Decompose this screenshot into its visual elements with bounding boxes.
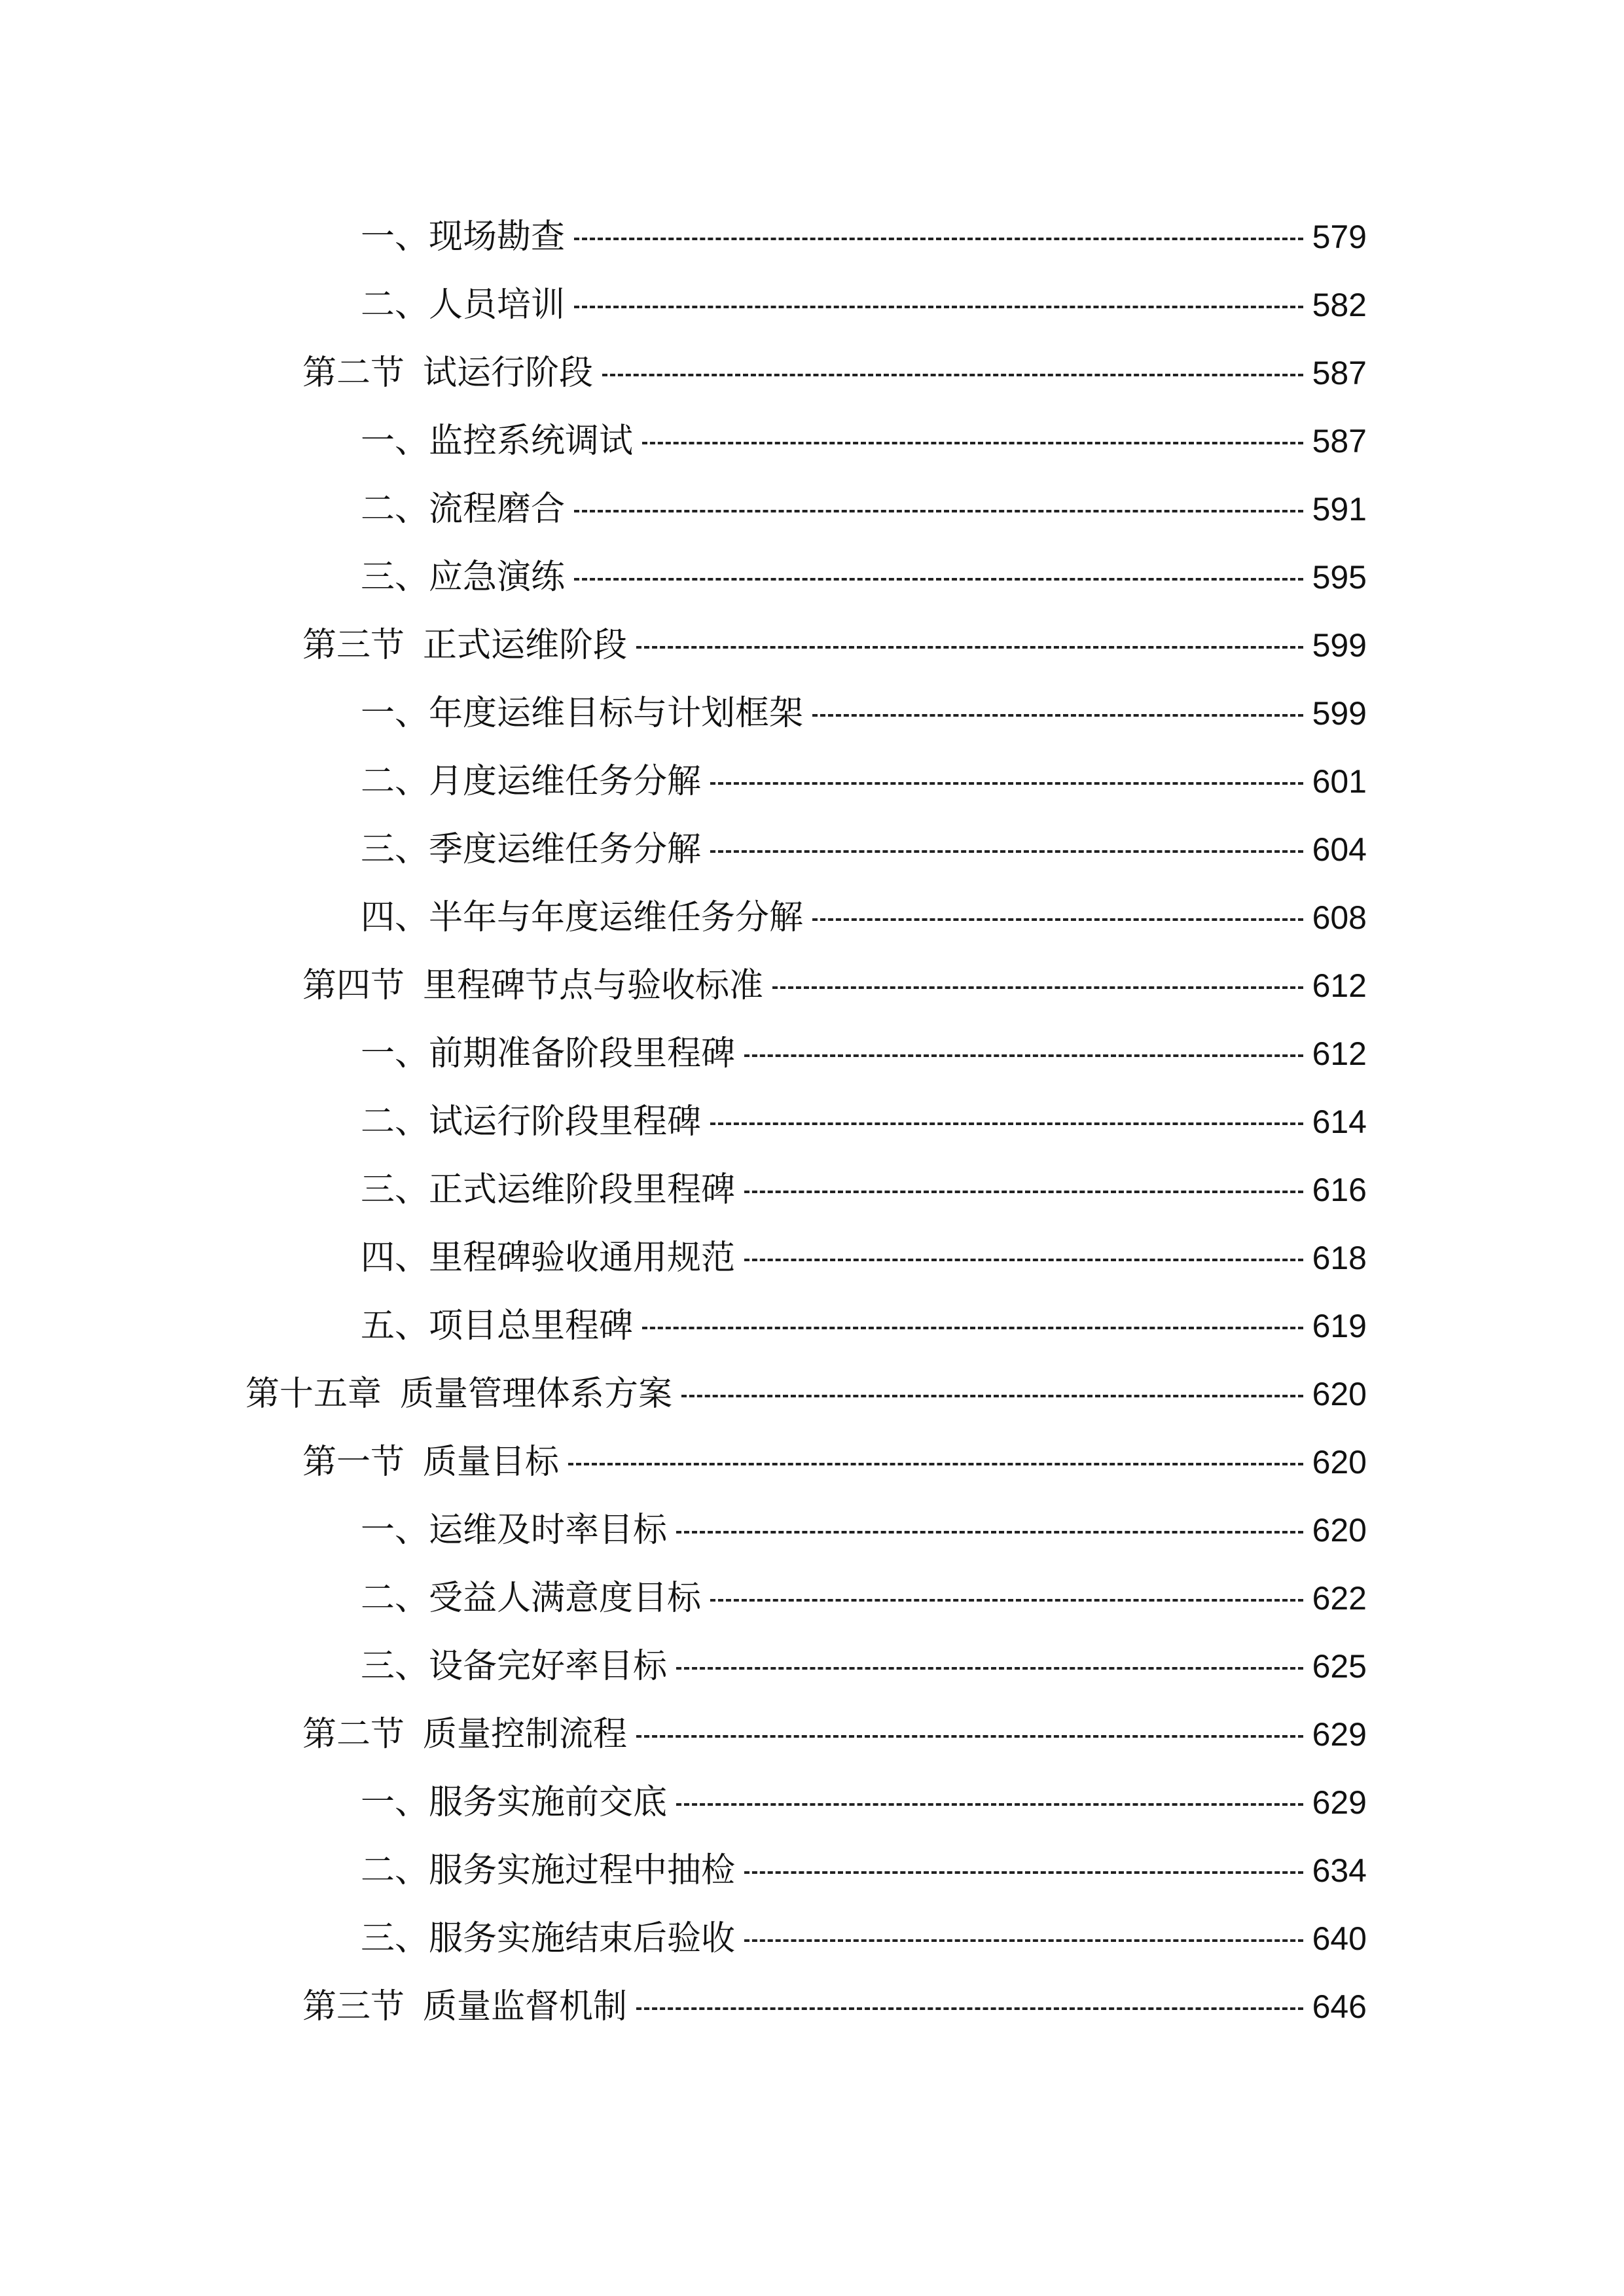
toc-entry-text: 质量目标 <box>423 1443 560 1482</box>
toc-entry[interactable] <box>302 1433 1367 1492</box>
toc-entry-title <box>361 1637 667 1696</box>
toc-entry[interactable] <box>302 344 1367 403</box>
toc-entry-prefix: 三、 <box>361 1647 429 1686</box>
toc-entry-text: 质量监督机制 <box>423 1987 628 2026</box>
toc-entry-prefix: 第四节 <box>302 966 405 1005</box>
toc-entry[interactable] <box>361 1909 1367 1968</box>
toc-leader <box>574 306 1303 308</box>
toc-leader <box>642 442 1303 444</box>
toc-leader <box>642 1327 1303 1329</box>
toc-leader <box>676 1667 1303 1670</box>
toc-page-number: 599 <box>1312 695 1367 732</box>
toc-entry-title <box>361 1773 667 1832</box>
toc-entry[interactable] <box>361 820 1367 879</box>
toc-entry-title <box>361 684 803 743</box>
toc-entry[interactable] <box>361 684 1367 743</box>
toc-page-number: 646 <box>1312 1988 1367 2025</box>
toc-leader <box>710 1122 1303 1125</box>
toc-entry-text: 质量管理体系方案 <box>400 1374 673 1414</box>
toc-entry[interactable] <box>361 1773 1367 1832</box>
toc-entry-prefix: 二、 <box>361 285 429 325</box>
toc-entry-prefix: 二、 <box>361 762 429 801</box>
toc-entry-prefix: 三、 <box>361 1170 429 1210</box>
toc-entry-prefix: 一、 <box>361 1034 429 1073</box>
toc-leader <box>744 1871 1303 1874</box>
toc-entry-prefix: 四、 <box>361 1238 429 1278</box>
toc-entry-title <box>361 1297 633 1355</box>
toc-leader <box>636 2007 1303 2010</box>
toc-entry-title <box>245 1365 672 1424</box>
toc-page-number: 591 <box>1312 491 1367 528</box>
toc-entry[interactable] <box>361 1092 1367 1151</box>
toc-entry[interactable] <box>245 1365 1367 1424</box>
toc-entry-text: 里程碑节点与验收标准 <box>423 966 764 1005</box>
toc-entry-text: 设备完好率目标 <box>429 1647 668 1686</box>
toc-entry[interactable] <box>361 1024 1367 1083</box>
toc-leader <box>744 1054 1303 1057</box>
toc-page-number: 614 <box>1312 1103 1367 1140</box>
toc-page-number: 618 <box>1312 1240 1367 1276</box>
toc-leader <box>574 238 1303 240</box>
toc-page-number: 619 <box>1312 1308 1367 1344</box>
toc-entry[interactable] <box>361 276 1367 334</box>
toc-entry[interactable] <box>361 1501 1367 1560</box>
toc-page-number: 640 <box>1312 1920 1367 1957</box>
toc-page-number: 604 <box>1312 831 1367 868</box>
toc-entry-text: 项目总里程碑 <box>429 1306 634 1346</box>
toc-page-number: 599 <box>1312 627 1367 664</box>
toc-entry-text: 服务实施结束后验收 <box>429 1919 736 1958</box>
toc-page-number: 616 <box>1312 1172 1367 1208</box>
toc-entry-text: 服务实施过程中抽检 <box>429 1851 736 1890</box>
toc-leader <box>744 1939 1303 1942</box>
toc-entry-text: 季度运维任务分解 <box>429 830 702 869</box>
toc-leader <box>602 374 1303 376</box>
toc-entry-text: 现场勘查 <box>429 217 566 257</box>
toc-entry-title <box>361 1160 735 1219</box>
toc-entry-prefix: 二、 <box>361 490 429 529</box>
toc-entry-prefix: 第二节 <box>302 1715 405 1754</box>
toc-entry[interactable] <box>302 956 1367 1015</box>
toc-leader <box>812 714 1303 717</box>
toc-entry-prefix: 第三节 <box>302 626 405 665</box>
toc-page-number: 622 <box>1312 1580 1367 1617</box>
toc-entry[interactable] <box>361 1841 1367 1900</box>
toc-leader <box>772 986 1303 989</box>
toc-leader <box>568 1463 1303 1465</box>
toc-entry-title <box>361 1841 735 1900</box>
toc-entry[interactable] <box>302 1705 1367 1764</box>
toc-entry-title <box>302 1977 627 2036</box>
toc-page-number: 620 <box>1312 1512 1367 1549</box>
toc-page-number: 625 <box>1312 1648 1367 1685</box>
toc-entry-text: 前期准备阶段里程碑 <box>429 1034 736 1073</box>
toc-entry-prefix: 第二节 <box>302 353 405 393</box>
toc-entry-title <box>361 1909 735 1968</box>
toc-entry-prefix: 二、 <box>361 1102 429 1141</box>
toc-entry-title <box>361 207 565 266</box>
toc-entry-prefix: 一、 <box>361 694 429 733</box>
toc-entry-prefix: 二、 <box>361 1579 429 1618</box>
toc-page-number: 579 <box>1312 219 1367 255</box>
toc-leader <box>744 1259 1303 1261</box>
toc-entry-text: 里程碑验收通用规范 <box>429 1238 736 1278</box>
toc-entry[interactable] <box>361 480 1367 539</box>
toc-entry-text: 年度运维目标与计划框架 <box>429 694 804 733</box>
toc-entry[interactable] <box>361 207 1367 266</box>
toc-entry-prefix: 一、 <box>361 217 429 257</box>
toc-page-number: 634 <box>1312 1852 1367 1889</box>
toc-leader <box>710 782 1303 785</box>
toc-entry[interactable] <box>361 888 1367 947</box>
toc-entry-title <box>361 480 565 539</box>
toc-entry-title <box>361 1501 667 1560</box>
toc-entry-title <box>302 1705 627 1764</box>
toc-entry-text: 月度运维任务分解 <box>429 762 702 801</box>
toc-entry[interactable] <box>361 1569 1367 1628</box>
toc-leader <box>676 1531 1303 1534</box>
toc-entry-prefix: 第十五章 <box>245 1374 382 1414</box>
toc-entry-text: 正式运维阶段里程碑 <box>429 1170 736 1210</box>
toc-page-number: 612 <box>1312 1035 1367 1072</box>
toc-entry-prefix: 第三节 <box>302 1987 405 2026</box>
toc-entry-prefix: 第一节 <box>302 1443 405 1482</box>
toc-entry-title <box>361 820 701 879</box>
toc-entry[interactable] <box>361 548 1367 607</box>
toc-entry-text: 应急演练 <box>429 558 566 597</box>
toc-leader <box>710 850 1303 853</box>
toc-page-number: 612 <box>1312 967 1367 1004</box>
toc-page-number: 608 <box>1312 899 1367 936</box>
toc-entry-title <box>361 1092 701 1151</box>
toc-leader <box>812 918 1303 921</box>
toc-entry-title <box>302 1433 559 1492</box>
toc-entry-text: 服务实施前交底 <box>429 1783 668 1822</box>
toc-leader <box>636 646 1303 649</box>
toc-leader <box>574 510 1303 512</box>
toc-leader <box>636 1735 1303 1738</box>
toc-entry[interactable] <box>361 1229 1367 1287</box>
toc-entry-title <box>302 344 593 403</box>
toc-entry-prefix: 一、 <box>361 1511 429 1550</box>
toc-leader <box>710 1599 1303 1602</box>
toc-page-number: 629 <box>1312 1784 1367 1821</box>
toc-entry-text: 试运行阶段里程碑 <box>429 1102 702 1141</box>
toc-page-number: 620 <box>1312 1376 1367 1412</box>
toc-leader <box>681 1395 1303 1397</box>
toc-page-number: 601 <box>1312 763 1367 800</box>
toc-entry-title <box>361 1024 735 1083</box>
toc-entry[interactable] <box>361 752 1367 811</box>
toc-entry-title <box>361 888 803 947</box>
toc-entry-text: 运维及时率目标 <box>429 1511 668 1550</box>
toc-entry-text: 受益人满意度目标 <box>429 1579 702 1618</box>
toc-entry-text: 正式运维阶段 <box>423 626 628 665</box>
toc-entry-text: 试运行阶段 <box>423 353 594 393</box>
toc-entry-prefix: 四、 <box>361 898 429 937</box>
toc-page-number: 587 <box>1312 423 1367 459</box>
toc-entry-text: 质量控制流程 <box>423 1715 628 1754</box>
toc-entry-text: 半年与年度运维任务分解 <box>429 898 804 937</box>
toc-entry-title <box>361 412 633 471</box>
toc-leader <box>744 1191 1303 1193</box>
toc-entry-title <box>361 548 565 607</box>
toc-page-number: 582 <box>1312 287 1367 323</box>
toc-leader <box>574 578 1303 581</box>
toc-entry-text: 流程磨合 <box>429 490 566 529</box>
toc-entry-prefix: 三、 <box>361 1919 429 1958</box>
toc-entry-text: 监控系统调试 <box>429 422 634 461</box>
toc-entry-prefix: 五、 <box>361 1306 429 1346</box>
toc-entry-prefix: 三、 <box>361 558 429 597</box>
toc-page-number: 595 <box>1312 559 1367 596</box>
toc-entry-title <box>302 616 627 675</box>
toc-entry[interactable] <box>361 412 1367 471</box>
toc-leader <box>676 1803 1303 1806</box>
toc-entry-text: 人员培训 <box>429 285 566 325</box>
toc-entry[interactable] <box>361 1297 1367 1355</box>
toc-entry-prefix: 二、 <box>361 1851 429 1890</box>
toc-entry-title <box>361 1229 735 1287</box>
toc-entry[interactable] <box>302 1977 1367 2036</box>
toc-entry-title <box>361 1569 701 1628</box>
toc-entry-title <box>361 752 701 811</box>
toc-entry[interactable] <box>361 1637 1367 1696</box>
toc-entry-title <box>361 276 565 334</box>
toc-entry-prefix: 三、 <box>361 830 429 869</box>
toc-page-number: 587 <box>1312 355 1367 391</box>
toc-entry-prefix: 一、 <box>361 1783 429 1822</box>
toc-entry[interactable] <box>302 616 1367 675</box>
toc-page-number: 620 <box>1312 1444 1367 1480</box>
toc-entry-title <box>302 956 763 1015</box>
toc-page-number: 629 <box>1312 1716 1367 1753</box>
toc-entry[interactable] <box>361 1160 1367 1219</box>
toc-entry-prefix: 一、 <box>361 422 429 461</box>
